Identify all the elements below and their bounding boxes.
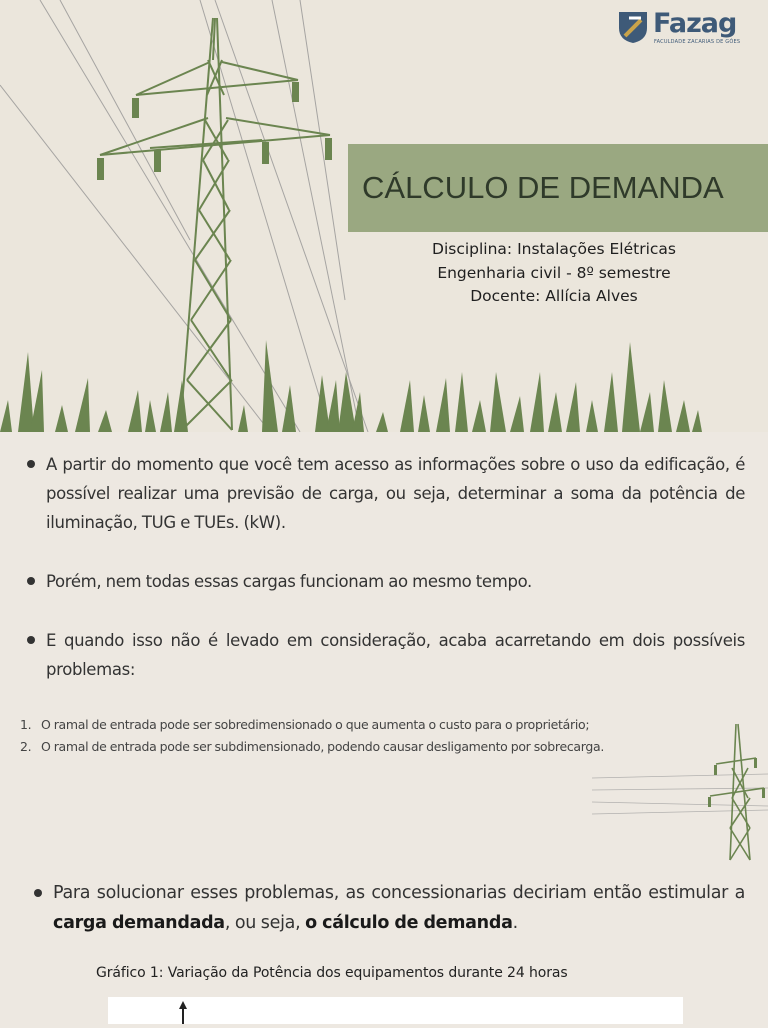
brand-name: Fazag	[653, 8, 737, 39]
solution-text-part: Para solucionar esses problemas, as concessionarias deciriam então estimular a	[53, 883, 745, 903]
fazag-logo[interactable]	[617, 10, 757, 50]
bullet-text-1: A partir do momento que você tem acesso as informações sobre o uso da edificação, é possível realizar uma previsão de carga, ou seja, determinar a soma da potência de iluminação, TUG e TUEs. (kW).	[46, 455, 745, 532]
bullet-dot-icon	[34, 889, 42, 897]
small-tower-illustration	[592, 718, 768, 864]
highlight-carga-demandada: carga demandada	[53, 913, 225, 933]
figure-caption: Gráfico 1: Variação da Potência dos equipamentos durante 24 horas	[96, 965, 568, 981]
bullet-dot-icon	[27, 460, 35, 468]
bullet-dot-icon	[27, 577, 35, 585]
fazag-logo-icon	[617, 10, 649, 44]
solution-text-part: .	[512, 913, 518, 933]
course-text: Engenharia civil - 8º semestre	[437, 263, 671, 282]
bullet-text-2: Porém, nem todas essas cargas funcionam ao mesmo tempo.	[46, 572, 532, 591]
bullet-dot-icon	[27, 636, 35, 644]
page-title: CÁLCULO DE DEMANDA	[362, 170, 724, 205]
list-text: O ramal de entrada pode ser subdimensionado, podendo causar desligamento por sobrecarga.	[41, 739, 605, 754]
discipline-text: Disciplina: Instalações Elétricas	[432, 240, 676, 258]
bullet-text-3: E quando isso não é levado em consideração, acaba acarretando em dois possíveis problemas:	[46, 631, 745, 679]
teacher-text: Docente: Allícia Alves	[470, 287, 638, 305]
solution-text-part: , ou seja,	[224, 913, 306, 933]
axis-arrow-icon	[108, 997, 683, 1024]
course-info	[376, 238, 732, 309]
solution-text	[53, 878, 745, 938]
list-number: 2.	[20, 739, 32, 754]
list-number: 1.	[20, 717, 32, 732]
title-band	[348, 144, 768, 232]
list-text: O ramal de entrada pode ser sobredimensionado o que aumenta o custo para o proprietário;	[41, 717, 590, 732]
brand-subtitle: FACULDADE ZACARIAS DE GÓES	[654, 39, 741, 45]
hero-banner	[0, 0, 768, 432]
highlight-calculo-demanda: o cálculo de demanda	[305, 913, 513, 933]
chart-area	[108, 997, 683, 1024]
